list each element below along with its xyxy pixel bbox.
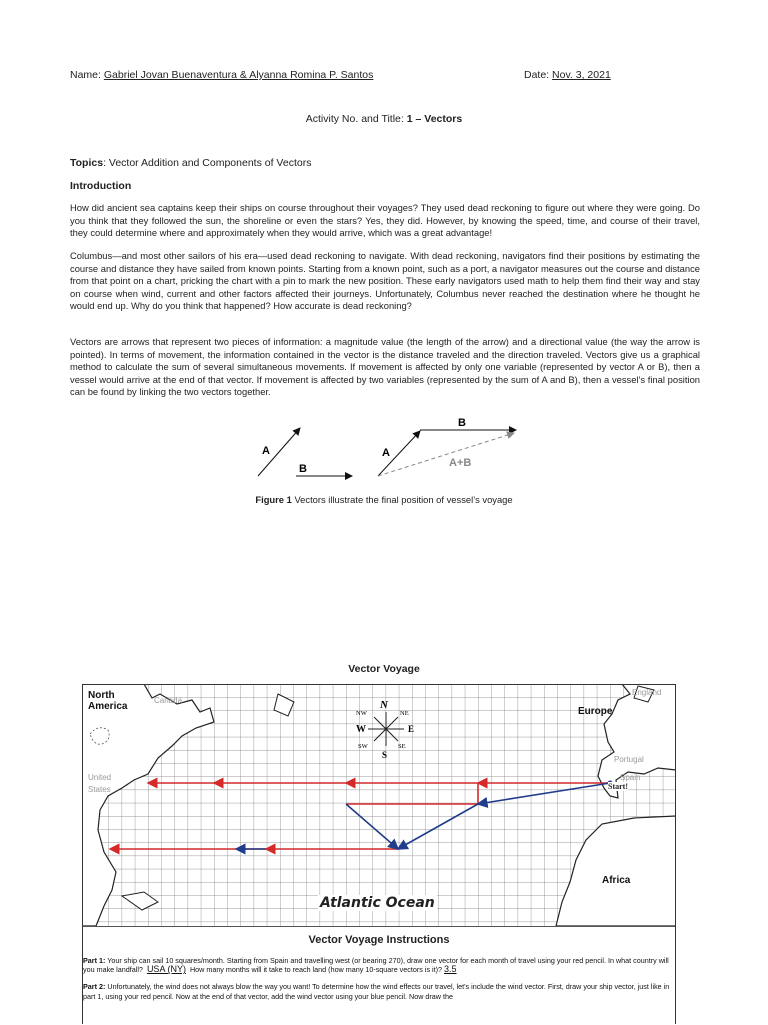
united-states-line-2: States bbox=[88, 785, 111, 794]
intro-paragraph-1: How did ancient sea captains keep their ships on course throughout their voyages? They used dead reckoning to figure out where they were going. Do you think that they followed the sun, the shoreline or even the stars? Yes, they did. However, by knowing the speed, time, and course of their travel, they could determine where and approximately when they would arrive, which was a great advantage! bbox=[70, 202, 700, 239]
part-1-text bbox=[83, 956, 675, 974]
label-sum: A+B bbox=[449, 457, 472, 469]
figure-1-caption bbox=[0, 494, 768, 505]
activity-dash: – bbox=[415, 113, 422, 125]
england-label: England bbox=[632, 688, 662, 697]
europe-label: Europe bbox=[578, 706, 613, 717]
date-line bbox=[524, 69, 611, 81]
label-b-left: B bbox=[299, 463, 307, 475]
figure-1-diagram bbox=[236, 415, 536, 485]
united-states-label bbox=[88, 772, 111, 796]
voyage-title: Vector Voyage bbox=[348, 663, 420, 675]
united-states-line-1: United bbox=[88, 773, 112, 782]
name-label: Name: bbox=[70, 69, 101, 81]
activity-title bbox=[0, 113, 768, 125]
activity-number: 1 bbox=[406, 113, 413, 125]
activity-name: Vectors bbox=[424, 113, 463, 125]
name-value: Gabriel Jovan Buenaventura & Alyanna Romina P. Santos bbox=[103, 69, 374, 81]
date-label: Date: bbox=[524, 69, 550, 81]
canada-label: Canada bbox=[154, 696, 183, 705]
date-value: Nov. 3, 2021 bbox=[552, 69, 611, 81]
atlantic-ocean-label: Atlantic Ocean bbox=[320, 895, 435, 911]
compass-s: S bbox=[382, 750, 388, 760]
topics-text: : Vector Addition and Components of Vectors bbox=[103, 157, 312, 169]
activity-prefix: Activity No. and Title: bbox=[305, 113, 404, 125]
label-a-right: A bbox=[382, 447, 390, 459]
topics-line bbox=[70, 157, 311, 169]
part-2-body: Unfortunately, the wind does not always blow the way you want! To determine how the wind effects our travel, let's include the wind vector. First, draw your ship vector, just like in part 1, using your red pencil. Now at the end of that vector, add the wind vector using your blue pencil. Now draw the bbox=[83, 982, 670, 1001]
intro-paragraph-2: Columbus—and most other sailors of his era—used dead reckoning to navigate. With dead reckoning, navigators find their positions by estimating the course and distance they have sailed from known points. Starting from a known point, such as a port, a navigator measures out the course and distance from that point on a chart, pricking the chart with a pin to mark the new position. These early navigators used math to help them find their way and stay on course when wind, current and other factors affected their journeys. Unfortunately, Columbus never reached the destination where he thought he would end up. Why do you think that happened? How accurate is dead reckoning? bbox=[70, 250, 700, 312]
part-1-label: Part 1: bbox=[83, 956, 106, 965]
compass-ne: NE bbox=[400, 710, 409, 717]
compass-e: E bbox=[408, 724, 415, 734]
north-america-line-1: North bbox=[88, 690, 115, 701]
spain-label: Spain bbox=[620, 773, 641, 782]
instructions-title: Vector Voyage Instructions bbox=[308, 934, 450, 946]
part-2-text bbox=[83, 982, 675, 1000]
north-america-label bbox=[88, 690, 127, 712]
part-1-question-b: How many months will it take to reach land (how many 10-square vectors is it)? bbox=[189, 965, 443, 975]
compass-se: SE bbox=[398, 743, 406, 750]
part-1-answer-2: 3.5 bbox=[444, 964, 457, 975]
compass-sw: SW bbox=[358, 743, 368, 750]
portugal-label: Portugal bbox=[614, 755, 644, 764]
label-a-left: A bbox=[262, 445, 270, 457]
name-line bbox=[70, 69, 373, 81]
compass-w: W bbox=[356, 724, 366, 735]
caption-text: Vectors illustrate the final position of vessel’s voyage bbox=[294, 494, 513, 505]
part-1-answer-1: USA (NY) bbox=[146, 964, 186, 975]
compass-nw: NW bbox=[356, 710, 367, 717]
start-label: Start! bbox=[608, 782, 628, 791]
part-1-question-a: Your ship can sail 10 squares/month. Starting from Spain and travelling west (or bearing 270), draw one vector for each month of travel using your red pencil. In what country will you make landfall? bbox=[83, 956, 669, 975]
topics-label: Topics bbox=[70, 157, 104, 169]
north-america-line-2: America bbox=[88, 701, 128, 712]
compass-n: N bbox=[380, 699, 388, 711]
label-b-right: B bbox=[458, 417, 466, 429]
caption-label: Figure 1 bbox=[255, 494, 292, 505]
introduction-heading: Introduction bbox=[70, 180, 132, 192]
part-2-label: Part 2: bbox=[83, 982, 106, 992]
africa-label: Africa bbox=[602, 875, 631, 886]
voyage-instructions bbox=[83, 926, 675, 1025]
intro-paragraph-3: Vectors are arrows that represent two pieces of information: a magnitude value (the length of the arrow) and a directional value (the way the arrow is pointed). In terms of movement, the information contained in the vector is the distance traveled and the direction traveled. Vectors give us a graphical method to calculate the sum of several simultaneous movements. If movement is affected by only one variable (represented by vector A or B), then a vessel would arrive at the end of that vector. If movement is affected by two variables (represented by the sum of A and B), then a vessel's final position can be found by linking the two vectors together. bbox=[70, 336, 700, 398]
